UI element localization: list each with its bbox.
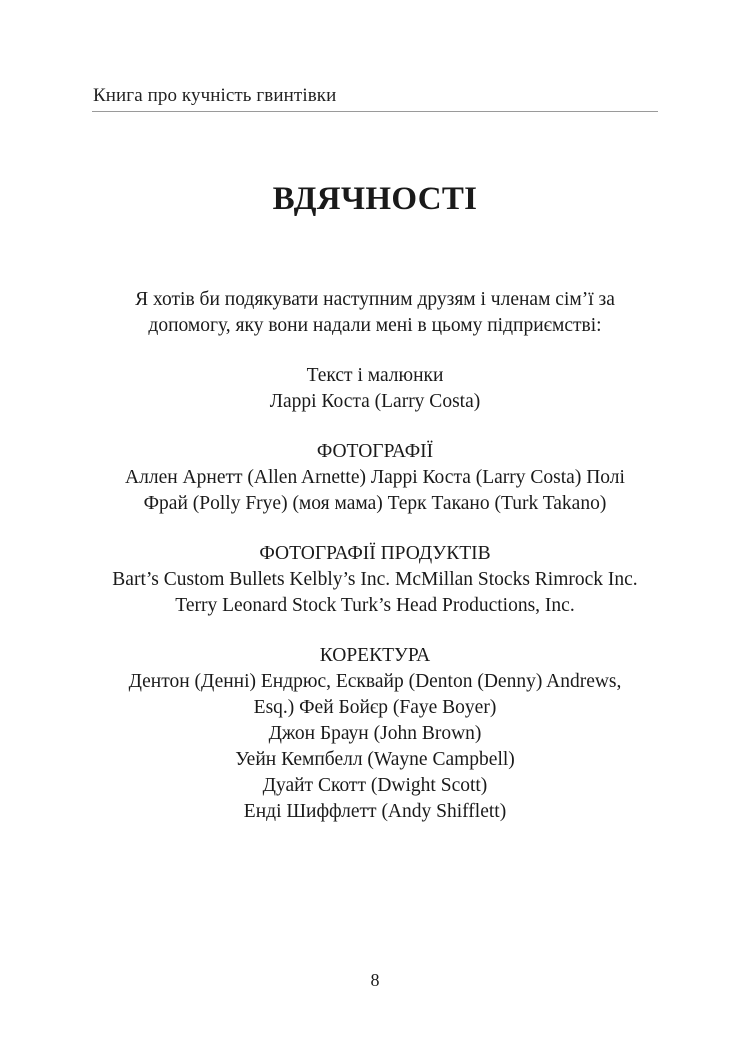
running-header (92, 84, 658, 112)
credit-line: Ларрі Коста (Larry Costa) (269, 391, 481, 412)
section-heading: ФОТОГРАФІЇ ПРОДУКТІВ (259, 543, 491, 564)
intro-paragraph (100, 287, 650, 339)
intro-line: Я хотів би подякувати наступним друзям і членам сім’ї за (135, 289, 615, 310)
credit-line: Енді Шиффлетт (Andy Shifflett) (243, 801, 507, 822)
section-heading: КОРЕКТУРА (319, 645, 431, 666)
credit-line: Esq.) Фей Бойєр (Faye Boyer) (253, 697, 497, 718)
section-photographs (100, 439, 650, 517)
credit-line: Bart’s Custom Bullets Kelbly’s Inc. McMillan Stocks Rimrock Inc. (112, 569, 638, 590)
section-product-photographs (100, 541, 650, 619)
page-number: 8 (370, 970, 380, 990)
credit-line: Дуайт Скотт (Dwight Scott) (262, 775, 488, 796)
credit-line: Аллен Арнетт (Allen Arnette) Ларрі Коста (Larry Costa) Полі (125, 467, 625, 488)
credit-line: Фрай (Polly Frye) (моя мама) Терк Такано (Turk Takano) (143, 493, 607, 514)
page-title: ВДЯЧНОСТІ (272, 181, 478, 217)
running-header-title: Книга про кучність гвинтівки (93, 85, 337, 106)
section-text-and-drawings (100, 363, 650, 415)
credit-line: Terry Leonard Stock Turk’s Head Productions, Inc. (175, 595, 575, 616)
section-heading: Текст і малюнки (306, 365, 444, 386)
section-heading: ФОТОГРАФІЇ (316, 441, 434, 462)
header-divider (92, 111, 658, 112)
credit-line: Дентон (Денні) Ендрюс, Есквайр (Denton (Denny) Andrews, (128, 671, 622, 692)
section-proofreading (100, 643, 650, 825)
intro-line: допомогу, яку вони надали мені в цьому підприємстві: (148, 315, 602, 336)
acknowledgements-body (100, 287, 650, 825)
credit-line: Уейн Кемпбелл (Wayne Campbell) (235, 749, 515, 770)
credit-line: Джон Браун (John Brown) (268, 723, 482, 744)
